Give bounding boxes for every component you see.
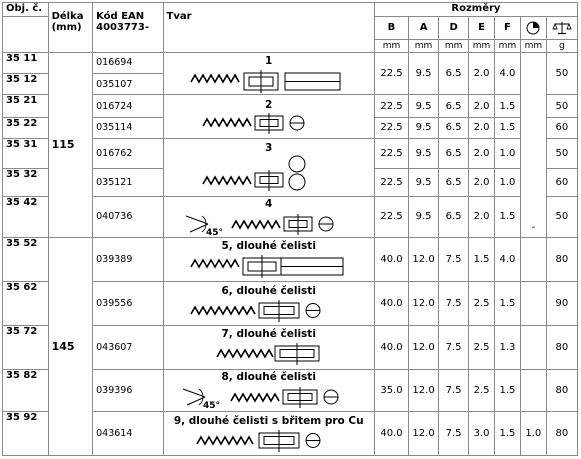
angle-icon — [526, 21, 540, 35]
value-d: 6.5 — [439, 139, 469, 168]
obj-number: 35 62 — [3, 282, 49, 326]
value-a: 9.5 — [409, 196, 439, 237]
ean-code: 039389 — [93, 237, 163, 282]
value-f: 1.5 — [495, 196, 521, 237]
value-f: 4.0 — [495, 52, 521, 95]
value-f: 4.0 — [495, 237, 521, 282]
angle-mark: 45° — [203, 401, 221, 410]
header-shape — [163, 3, 374, 53]
value-a: 9.5 — [409, 95, 439, 117]
shape-cell — [163, 412, 374, 456]
value-d: 7.5 — [439, 369, 469, 412]
ean-code: 043614 — [93, 412, 163, 456]
value-e: 2.0 — [469, 139, 495, 168]
value-b: 22.5 — [374, 139, 408, 168]
shape-cell — [163, 196, 374, 237]
shape-6-illustration — [189, 297, 349, 323]
shape-cell — [163, 95, 374, 139]
value-a: 12.0 — [409, 412, 439, 456]
unit-weight: g — [546, 39, 577, 52]
ean-code: 039556 — [93, 282, 163, 326]
value-e: 3.0 — [469, 412, 495, 456]
value-weight: 80 — [546, 412, 577, 456]
unit-f: mm — [495, 39, 521, 52]
value-e: 2.0 — [469, 168, 495, 196]
shape-label: 1 — [265, 54, 273, 67]
scale-icon — [552, 21, 572, 35]
value-angle — [520, 282, 546, 326]
shape-3-illustration — [189, 154, 349, 194]
value-weight: 90 — [546, 282, 577, 326]
shape-cell — [163, 237, 374, 282]
value-a: 12.0 — [409, 237, 439, 282]
value-b: 22.5 — [374, 117, 408, 138]
length-cell: 115 — [48, 52, 93, 237]
value-d: 6.5 — [439, 117, 469, 138]
shape-cell — [163, 52, 374, 95]
value-d: 6.5 — [439, 168, 469, 196]
value-b: 22.5 — [374, 196, 408, 237]
shape-cell — [163, 139, 374, 197]
value-e: 2.0 — [469, 117, 495, 138]
unit-angle: mm — [520, 39, 546, 52]
value-d: 6.5 — [439, 95, 469, 117]
value-a: 9.5 — [409, 117, 439, 138]
value-angle: 1.0 — [520, 412, 546, 456]
value-angle — [520, 369, 546, 412]
value-e: 2.5 — [469, 325, 495, 369]
shape-label: 5, dlouhé čelisti — [221, 240, 316, 253]
value-a: 12.0 — [409, 369, 439, 412]
value-weight: 60 — [546, 168, 577, 196]
value-b: 22.5 — [374, 95, 408, 117]
obj-number: 35 21 — [3, 95, 49, 117]
unit-e: mm — [469, 39, 495, 52]
obj-number: 35 72 — [3, 325, 49, 369]
obj-number: 35 82 — [3, 369, 49, 412]
obj-number: 35 12 — [3, 74, 49, 95]
value-f: 1.0 — [495, 168, 521, 196]
shape-label: 3 — [265, 141, 273, 154]
header-ean-label: Kód EAN — [96, 11, 145, 22]
ean-code: 016724 — [93, 95, 163, 117]
obj-number: 35 32 — [3, 168, 49, 196]
value-angle — [520, 325, 546, 369]
shape-cell — [163, 282, 374, 326]
shape-8-illustration — [181, 383, 356, 409]
header-length — [48, 3, 93, 53]
shape-4-illustration — [184, 210, 354, 236]
value-a: 9.5 — [409, 168, 439, 196]
ean-code: 035114 — [93, 117, 163, 138]
value-angle — [520, 237, 546, 282]
value-b: 22.5 — [374, 52, 408, 95]
header-col-d: D — [439, 17, 469, 39]
obj-number: 35 31 — [3, 139, 49, 168]
ean-code: 016694 — [93, 52, 163, 73]
value-a: 12.0 — [409, 282, 439, 326]
header-length-unit: (mm) — [51, 22, 82, 33]
value-b: 40.0 — [374, 282, 408, 326]
ean-code: 040736 — [93, 196, 163, 237]
obj-number: 35 92 — [3, 412, 49, 456]
value-f: 1.5 — [495, 117, 521, 138]
header-angle — [520, 17, 546, 39]
value-f: 1.5 — [495, 412, 521, 456]
value-weight: 50 — [546, 196, 577, 237]
shape-label: 6, dlouhé čelisti — [221, 284, 316, 297]
ean-code: 035121 — [93, 168, 163, 196]
shape-7-illustration — [189, 340, 349, 366]
value-f: 1.0 — [495, 139, 521, 168]
value-d: 6.5 — [439, 52, 469, 95]
unit-d: mm — [439, 39, 469, 52]
value-e: 2.0 — [469, 52, 495, 95]
value-f: 1.3 — [495, 325, 521, 369]
value-angle: - — [520, 52, 546, 237]
product-spec-table — [2, 2, 578, 456]
value-a: 12.0 — [409, 325, 439, 369]
unit-b: mm — [374, 39, 408, 52]
value-f: 1.5 — [495, 282, 521, 326]
value-weight: 80 — [546, 237, 577, 282]
value-e: 1.5 — [469, 237, 495, 282]
length-cell: 145 — [48, 237, 93, 455]
ean-code: 016762 — [93, 139, 163, 168]
value-weight: 80 — [546, 369, 577, 412]
header-obj-number: Obj. č. — [3, 3, 49, 17]
header-col-a: A — [409, 17, 439, 39]
header-ean-prefix: 4003773- — [96, 22, 149, 33]
value-b: 40.0 — [374, 412, 408, 456]
value-e: 2.0 — [469, 95, 495, 117]
value-b: 22.5 — [374, 168, 408, 196]
header-obj-spacer — [3, 17, 49, 53]
value-weight: 50 — [546, 95, 577, 117]
value-a: 9.5 — [409, 139, 439, 168]
value-e: 2.0 — [469, 196, 495, 237]
shape-label: 8, dlouhé čelisti — [221, 371, 316, 384]
header-weight — [546, 17, 577, 39]
value-f: 1.5 — [495, 369, 521, 412]
header-shape-label: Tvar — [166, 11, 192, 22]
ean-code: 039396 — [93, 369, 163, 412]
shape-5-illustration — [189, 252, 349, 278]
shape-2-illustration — [189, 111, 349, 135]
header-ean — [93, 3, 163, 53]
obj-number: 35 42 — [3, 196, 49, 237]
value-weight: 80 — [546, 325, 577, 369]
value-b: 40.0 — [374, 325, 408, 369]
shape-label: 9, dlouhé čelisti s břitem pro Cu — [173, 414, 364, 427]
value-d: 7.5 — [439, 237, 469, 282]
shape-9-illustration — [189, 427, 349, 453]
value-d: 7.5 — [439, 282, 469, 326]
value-b: 40.0 — [374, 237, 408, 282]
shape-cell — [163, 369, 374, 412]
angle-mark: 45° — [205, 227, 223, 236]
value-a: 9.5 — [409, 52, 439, 95]
ean-code: 043607 — [93, 325, 163, 369]
obj-number: 35 22 — [3, 117, 49, 138]
value-d: 7.5 — [439, 412, 469, 456]
value-e: 2.5 — [469, 369, 495, 412]
header-length-label: Délka — [51, 11, 84, 22]
obj-number: 35 11 — [3, 52, 49, 73]
value-b: 35.0 — [374, 369, 408, 412]
shape-1-illustration — [189, 67, 349, 93]
header-col-f: F — [495, 17, 521, 39]
value-d: 7.5 — [439, 325, 469, 369]
header-col-e: E — [469, 17, 495, 39]
value-weight: 50 — [546, 52, 577, 95]
header-col-b: B — [374, 17, 408, 39]
value-weight: 60 — [546, 117, 577, 138]
value-weight: 50 — [546, 139, 577, 168]
obj-number: 35 52 — [3, 237, 49, 282]
shape-label: 4 — [265, 197, 273, 210]
value-d: 6.5 — [439, 196, 469, 237]
shape-cell — [163, 325, 374, 369]
value-f: 1.5 — [495, 95, 521, 117]
unit-a: mm — [409, 39, 439, 52]
value-e: 2.5 — [469, 282, 495, 326]
header-dimensions: Rozměry — [374, 3, 577, 17]
shape-label: 2 — [265, 98, 273, 111]
shape-label: 7, dlouhé čelisti — [221, 328, 316, 341]
ean-code: 035107 — [93, 74, 163, 95]
